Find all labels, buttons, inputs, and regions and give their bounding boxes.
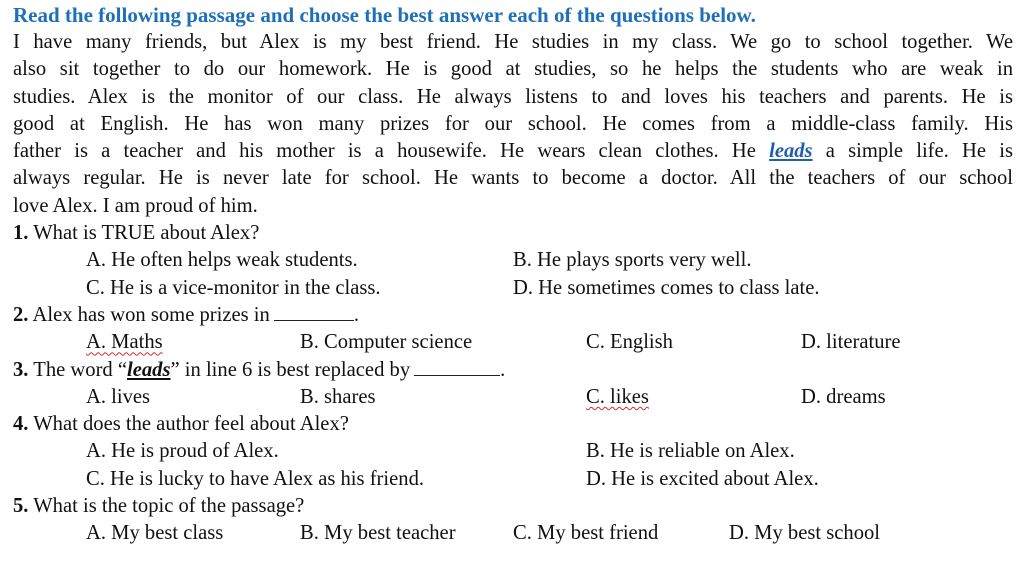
option-a[interactable]: A. My best class bbox=[86, 522, 224, 545]
passage-line: I have many friends, but Alex is my best friend. He studies in my class. We go to school together. We bbox=[13, 31, 1013, 53]
option-a[interactable]: A. lives bbox=[86, 385, 151, 408]
question-4 bbox=[13, 411, 1013, 438]
passage-line: good at English. He has won many prizes for our school. He comes from a middle-class family. His bbox=[13, 112, 1013, 135]
passage-line: always regular. He is never late for school. He wants to become a doctor. All the teachers of our school bbox=[13, 167, 1013, 190]
option-a[interactable]: A. He is proud of Alex. bbox=[86, 440, 279, 463]
option-d[interactable]: D. He is excited about Alex. bbox=[586, 467, 819, 490]
question-number: 1. bbox=[13, 222, 29, 245]
passage-line: also sit together to do our homework. He is good at studies, so he helps the students who are weak in bbox=[13, 58, 1013, 81]
question-stem: Alex has won some prizes in bbox=[32, 303, 270, 326]
answer-blank[interactable] bbox=[274, 304, 354, 321]
question-end: . bbox=[500, 358, 506, 381]
passage-text: a simple life. He is bbox=[825, 140, 1013, 163]
options-row bbox=[13, 384, 1013, 411]
question-number: 3. bbox=[13, 358, 29, 381]
option-c[interactable]: C. English bbox=[586, 331, 673, 354]
option-c[interactable]: C. My best friend bbox=[513, 522, 659, 545]
option-c[interactable]: C. He is a vice-monitor in the class. bbox=[86, 276, 381, 299]
options-row bbox=[13, 329, 1013, 356]
options-row bbox=[13, 466, 1013, 493]
worksheet bbox=[13, 0, 1013, 548]
question-stem: ” in line 6 is best replaced by bbox=[170, 358, 411, 381]
option-b[interactable]: B. shares bbox=[300, 385, 376, 408]
quoted-word-leads: leads bbox=[127, 358, 171, 381]
option-b[interactable]: B. Computer science bbox=[300, 331, 473, 354]
option-c[interactable] bbox=[586, 384, 649, 411]
option-b[interactable]: B. He plays sports very well. bbox=[513, 249, 752, 272]
option-d[interactable]: D. My best school bbox=[729, 522, 881, 545]
options-row bbox=[13, 520, 1013, 547]
question-2 bbox=[13, 302, 1013, 329]
passage-text: father is a teacher and his mother is a housewife. He wears clean clothes. He bbox=[13, 140, 756, 163]
options-row bbox=[13, 275, 1013, 302]
option-c-text: C. likes bbox=[586, 385, 649, 408]
question-number: 2. bbox=[13, 303, 29, 326]
question-3 bbox=[13, 357, 1013, 384]
question-stem: What does the author feel about Alex? bbox=[33, 413, 349, 436]
passage-line bbox=[13, 138, 1013, 165]
question-1 bbox=[13, 220, 1013, 247]
option-c[interactable]: C. He is lucky to have Alex as his friend. bbox=[86, 467, 425, 490]
option-b[interactable]: B. My best teacher bbox=[300, 522, 456, 545]
reading-passage bbox=[13, 29, 1013, 220]
option-b[interactable]: B. He is reliable on Alex. bbox=[586, 440, 795, 463]
question-stem: What is the topic of the passage? bbox=[33, 495, 305, 518]
question-5 bbox=[13, 493, 1013, 520]
question-number: 5. bbox=[13, 495, 29, 518]
question-stem: What is TRUE about Alex? bbox=[33, 222, 260, 245]
options-row bbox=[13, 247, 1013, 274]
passage-line: love Alex. I am proud of him. bbox=[13, 194, 258, 217]
option-d[interactable]: D. dreams bbox=[801, 385, 886, 408]
option-a-text: A. Maths bbox=[86, 331, 163, 354]
question-number: 4. bbox=[13, 413, 29, 436]
passage-line: studies. Alex is the monitor of our class. He always listens to and loves his teachers and parents. He is bbox=[13, 85, 1013, 108]
option-a[interactable]: A. He often helps weak students. bbox=[86, 249, 358, 272]
question-stem: The word “ bbox=[33, 358, 128, 381]
option-d[interactable]: D. literature bbox=[801, 331, 901, 354]
question-end: . bbox=[353, 303, 359, 326]
option-a[interactable] bbox=[86, 329, 163, 356]
answer-blank[interactable] bbox=[414, 359, 500, 376]
highlighted-word-leads: leads bbox=[769, 140, 813, 163]
option-d[interactable]: D. He sometimes comes to class late. bbox=[513, 276, 820, 299]
instruction-heading: Read the following passage and choose the best answer each of the questions below. bbox=[13, 3, 756, 27]
options-row bbox=[13, 438, 1013, 465]
